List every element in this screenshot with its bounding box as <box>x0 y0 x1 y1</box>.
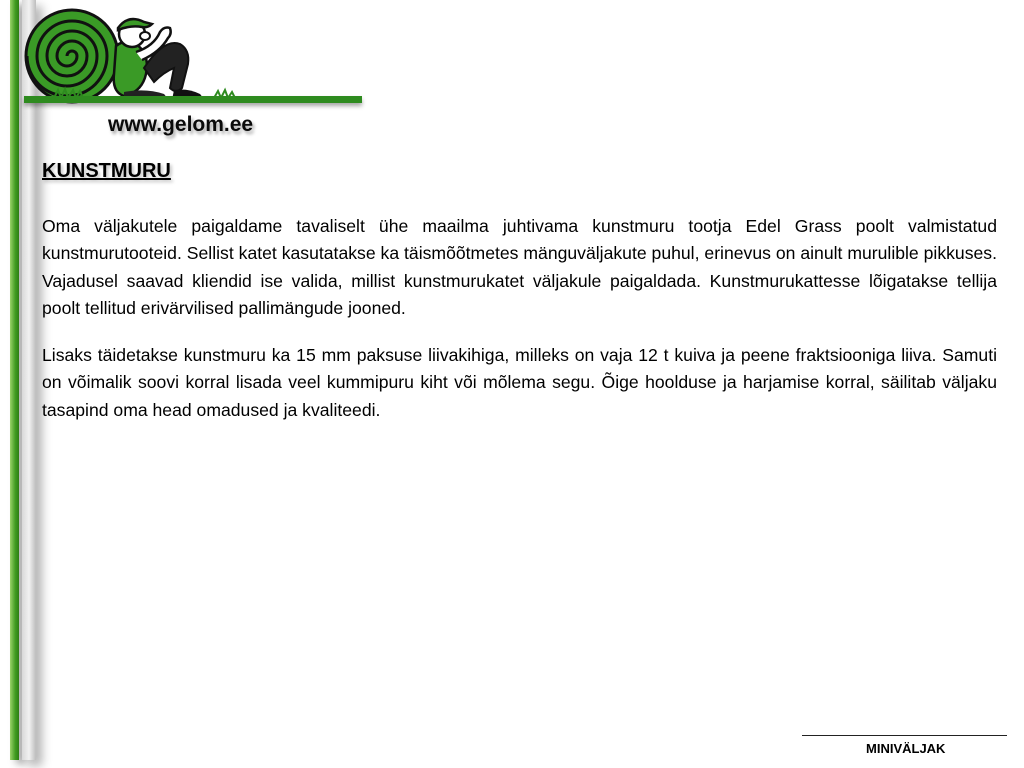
left-gray-bar-decoration <box>22 0 36 760</box>
left-green-bar-decoration <box>10 0 19 760</box>
grass-roll-mascot-icon <box>24 6 364 108</box>
page-title: KUNSTMURU <box>42 160 171 182</box>
gelom-logo[interactable] <box>24 6 364 108</box>
site-url-link[interactable]: www.gelom.ee <box>108 113 254 136</box>
paragraph: Oma väljakutele paigaldame tavaliselt ühe maailma juhtivama kunstmuru tootja Edel Grass poolt valmistatud kunstmurutooteid. Sellist katet kasutatakse ka täismõõtmetes mänguväljakute puhul, erinevus on ainult murulible pikkuses. Vajadusel saavad kliendid ise valida, millist kunstmurukatet väljakule paigaldada. Kunstmurukattesse lõigatakse tellija poolt tellitud erivärvilised pallimängude jooned. <box>42 216 997 318</box>
paragraph: Lisaks täidetakse kunstmuru ka 15 mm paksuse liivakihiga, milleks on vaja 12 t kuiva ja peene fraktsiooniga liiva. Samuti on võimalik soovi korral lisada veel kummipuru kiht või mõlema segu. Õige hoolduse ja harjamise korral, säilitab väljaku tasapind oma head omadused ja kvaliteedi. <box>42 345 997 420</box>
footer-section-label: MINIVÄLJAK <box>866 741 946 756</box>
footer-divider <box>802 735 1007 736</box>
logo-underline-bar <box>24 96 362 103</box>
article-body <box>42 213 997 444</box>
